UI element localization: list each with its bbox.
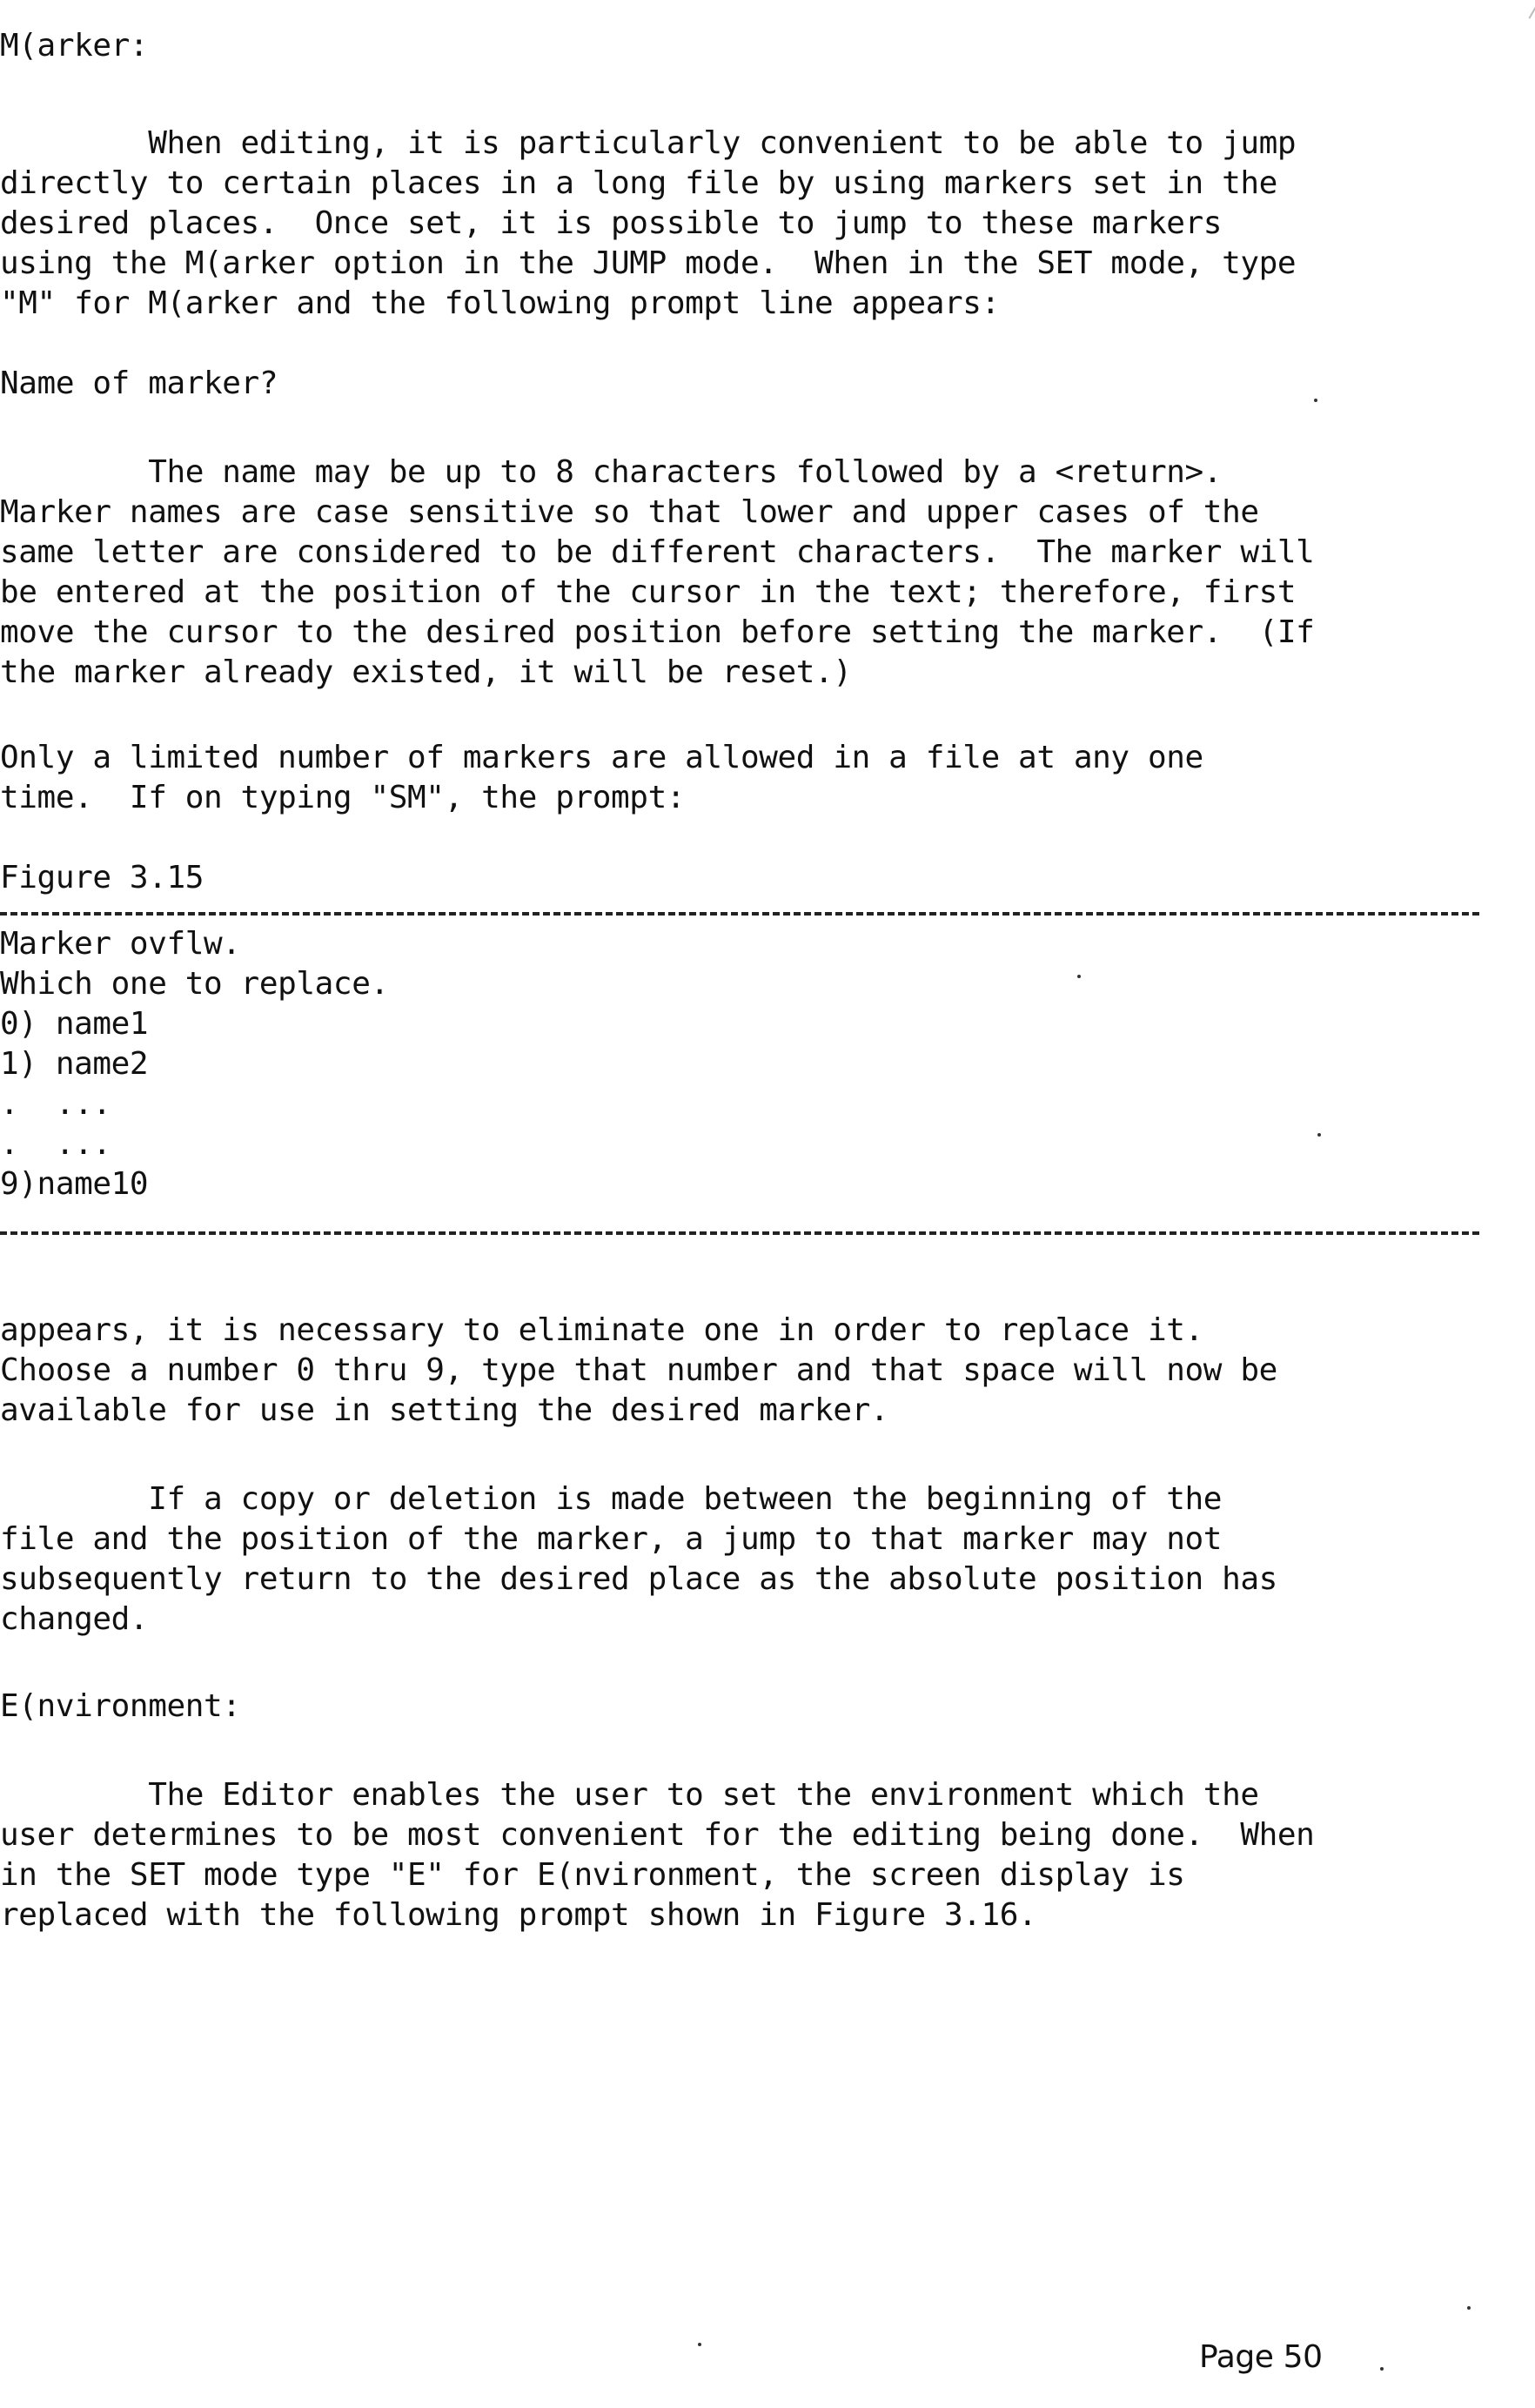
figure-line: . ... [0, 1086, 111, 1122]
scan-speck [1314, 399, 1317, 402]
figure-line: Which one to replace. [0, 966, 389, 1002]
body-line: using the M(arker option in the JUMP mode. When in the SET mode, type [0, 245, 1297, 281]
section-heading-marker: M(arker: [0, 28, 149, 64]
body-line: Choose a number 0 thru 9, type that number and that space will now be [0, 1352, 1277, 1388]
body-line: Only a limited number of markers are allowed in a file at any one [0, 740, 1203, 775]
body-line: be entered at the position of the cursor in the text; therefore, first [0, 574, 1297, 610]
body-line: appears, it is necessary to eliminate one in order to replace it. [0, 1312, 1203, 1348]
body-line: The Editor enables the user to set the environment which the [0, 1777, 1259, 1813]
figure-line: 1) name2 [0, 1046, 149, 1082]
body-line: changed. [0, 1601, 149, 1637]
body-line: subsequently return to the desired place as the absolute position has [0, 1561, 1277, 1597]
section-heading-environment: E(nvironment: [0, 1688, 241, 1724]
page-number: Page 50 [1199, 2339, 1323, 2375]
scan-speck [1077, 975, 1081, 978]
body-line: in the SET mode type "E" for E(nvironment, the screen display is [0, 1857, 1185, 1893]
body-line: user determines to be most convenient for the editing being done. When [0, 1817, 1315, 1853]
body-line: file and the position of the marker, a jump to that marker may not [0, 1521, 1223, 1557]
body-line: "M" for M(arker and the following prompt line appears: [0, 285, 1000, 321]
prompt-line: Name of marker? [0, 366, 278, 401]
scan-speck [1317, 1133, 1321, 1137]
body-line: directly to certain places in a long file by using markers set in the [0, 165, 1277, 201]
scan-speck [1467, 2306, 1471, 2310]
body-line: If a copy or deletion is made between the beginning of the [0, 1481, 1223, 1517]
figure-line: 9)name10 [0, 1166, 149, 1202]
body-line: the marker already existed, it will be reset.) [0, 654, 852, 690]
body-line: Marker names are case sensitive so that lower and upper cases of the [0, 494, 1259, 530]
body-line: The name may be up to 8 characters followed by a <return>. [0, 454, 1223, 490]
body-line: move the cursor to the desired position before setting the marker. (If [0, 614, 1315, 650]
scan-corner-mark [1521, 0, 1535, 19]
scan-speck [698, 2343, 701, 2346]
body-line: available for use in setting the desired marker. [0, 1392, 889, 1428]
figure-bottom-rule [0, 1231, 1479, 1235]
body-line: same letter are considered to be different characters. The marker will [0, 534, 1315, 570]
body-line: replaced with the following prompt shown in Figure 3.16. [0, 1897, 1037, 1933]
body-line: desired places. Once set, it is possible to jump to these markers [0, 205, 1223, 241]
scan-speck [1380, 2367, 1384, 2371]
figure-top-rule [0, 912, 1479, 916]
body-line: time. If on typing "SM", the prompt: [0, 780, 686, 815]
body-line: When editing, it is particularly convenient to be able to jump [0, 125, 1297, 161]
figure-line: Marker ovflw. [0, 926, 241, 962]
figure-line: . ... [0, 1126, 111, 1162]
figure-caption: Figure 3.15 [0, 860, 204, 895]
figure-line: 0) name1 [0, 1006, 149, 1042]
